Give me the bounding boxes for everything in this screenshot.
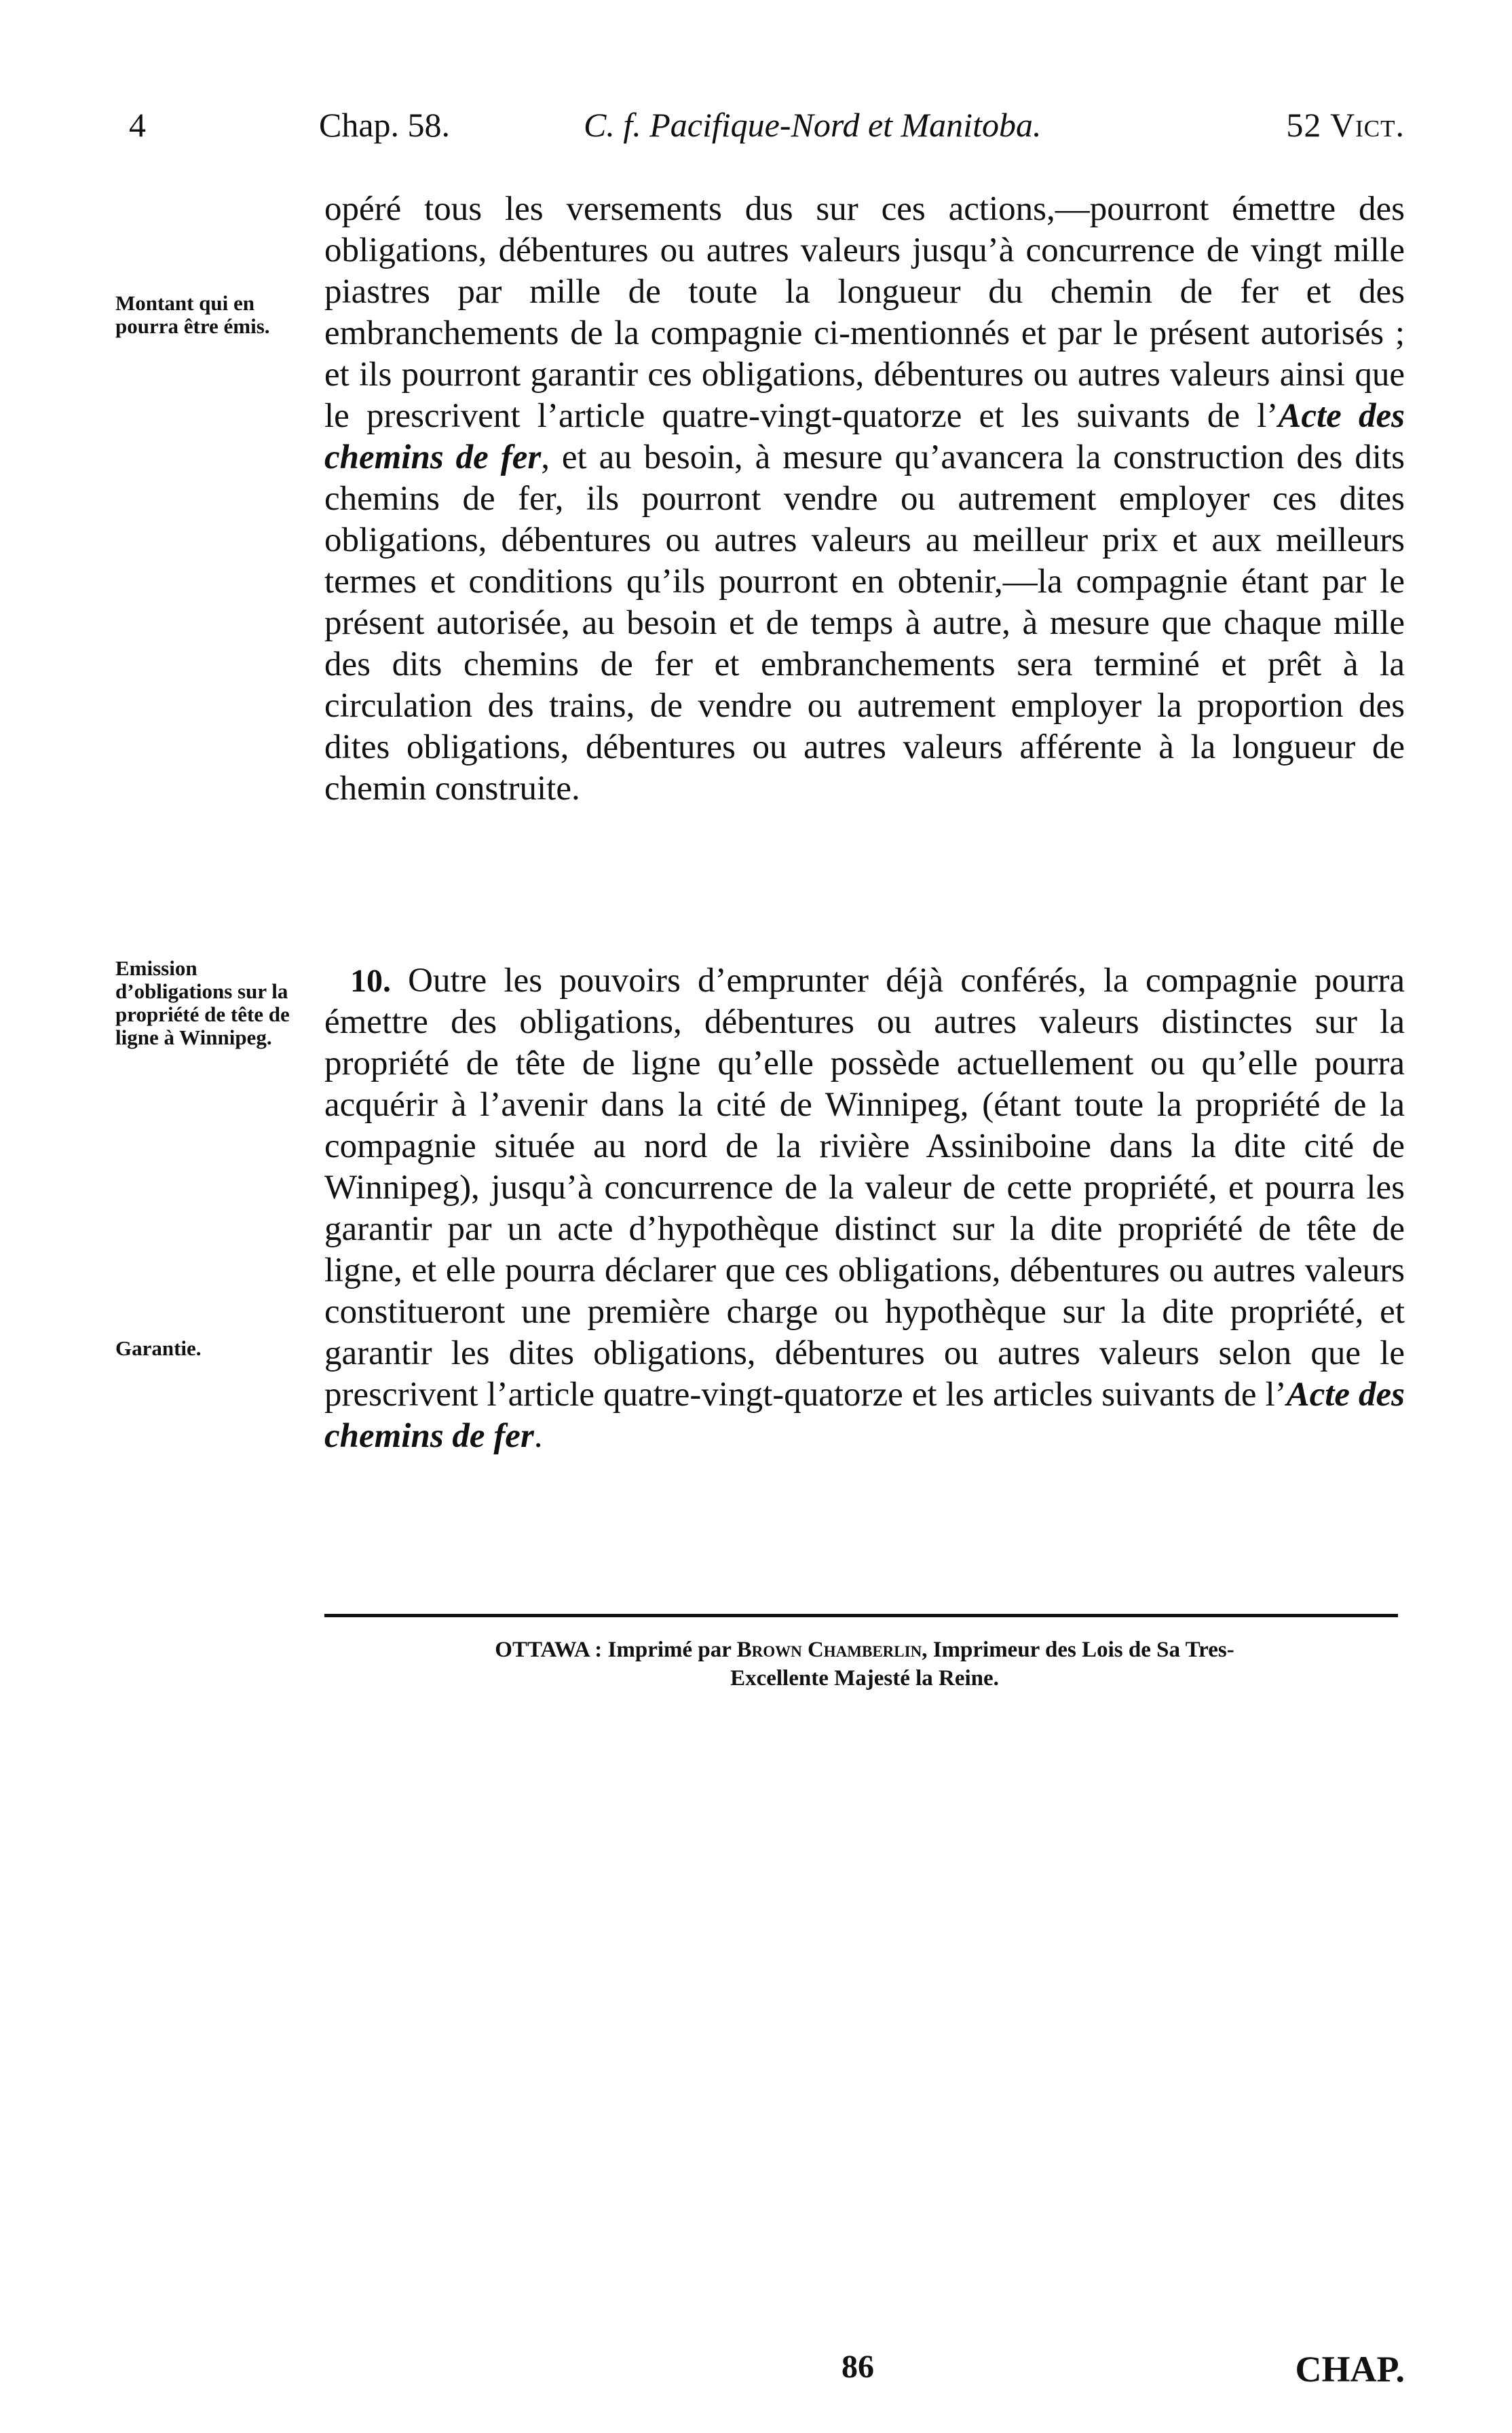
catchword: CHAP. xyxy=(1295,2349,1405,2390)
paragraph1-text: opéré tous les versements dus sur ces actions,—pourront émettre des obligations, débentures ou autres valeurs jusqu’à concurrence de vingt mille piastres par mille de toute la longueur du chemin de fer et des embranchements de la compagnie ci-mentionnés et par le présent autorisés ; et ils pourront garantir ces obligations, débentures ou autres valeurs ainsi que le prescrivent l’article quatre-vingt-quatorze et les suivants de l’ xyxy=(324,190,1405,435)
paragraph2-text: Outre les pouvoirs d’emprunter déjà conférés, la compagnie pourra émettre des obligations, débentures ou autres valeurs distinctes sur la propriété de tête de ligne qu’elle possède actuellement ou qu’elle pourra acquérir à l’avenir dans la cité de Winnipeg, (étant toute la propriété de la compagnie située au nord de la rivière Assiniboine dans la dite cité de Winnipeg), jusqu’à concurrence de la valeur de cette propriété, et pourra les garantir par un acte d’hypothèque distinct sur la dite propriété de tête de ligne, et elle pourra déclarer que ces obligations, débentures ou autres valeurs constitueront une première charge ou hypothèque sur la dite propriété, et garantir les dites obligations, débentures ou autres valeurs selon que le prescrivent l’article quatre-vingt-quatorze et les articles suivants de l’ xyxy=(324,962,1405,1414)
section-number: 10. xyxy=(350,963,391,999)
page-footer xyxy=(0,2348,1512,2396)
regnal-year: 52 Vict. xyxy=(1286,106,1405,144)
printer-imprint xyxy=(324,1636,1405,1693)
imprint-line-1: OTTAWA : Imprimé par Brown Chamberlin, Imprimeur des Lois de Sa Tres- xyxy=(495,1638,1234,1662)
page-number: 4 xyxy=(129,106,146,144)
act-title-ref-2: Acte des chemins de fer xyxy=(324,1376,1405,1455)
margin-note-garantie: Garantie. xyxy=(115,1336,202,1360)
printer-name: Brown Chamberlin xyxy=(736,1638,922,1662)
signature-mark: 86 xyxy=(842,2349,874,2385)
imprint-line-2: Excellente Majesté la Reine. xyxy=(730,1666,999,1691)
paragraph-continuation xyxy=(324,189,1405,810)
act-title-ref-1: Acte des chemins de fer xyxy=(324,397,1405,476)
paragraph2-end: . xyxy=(533,1417,543,1455)
margin-note-montant: Montant qui en pourra être émis. xyxy=(115,291,270,338)
running-header xyxy=(129,105,1405,153)
horizontal-rule xyxy=(324,1614,1398,1617)
section-10 xyxy=(324,960,1405,1457)
chapter-label: Chap. 58. xyxy=(319,106,451,144)
margin-note-emission: Emission d’obligations sur la propriété de tête de ligne à Winnipeg. xyxy=(115,956,290,1049)
running-title: C. f. Pacifique-Nord et Manitoba. xyxy=(584,106,1042,144)
paragraph1-end: , et au besoin, à mesure qu’avancera la construction des dits chemins de fer, ils pourront vendre ou autrement employer ces dites obligations, débentures ou autres valeurs au meilleur prix et aux meilleurs termes et conditions qu’ils pourront en obtenir,—la compagnie étant par le présent autorisée, au besoin et de temps à autre, à mesure que chaque mille des dits chemins de fer et embranchements sera terminé et prêt à la circulation des trains, de vendre ou autrement employer la proportion des dites obligations, débentures ou autres valeurs afférente à la longueur de chemin construite. xyxy=(324,438,1405,808)
